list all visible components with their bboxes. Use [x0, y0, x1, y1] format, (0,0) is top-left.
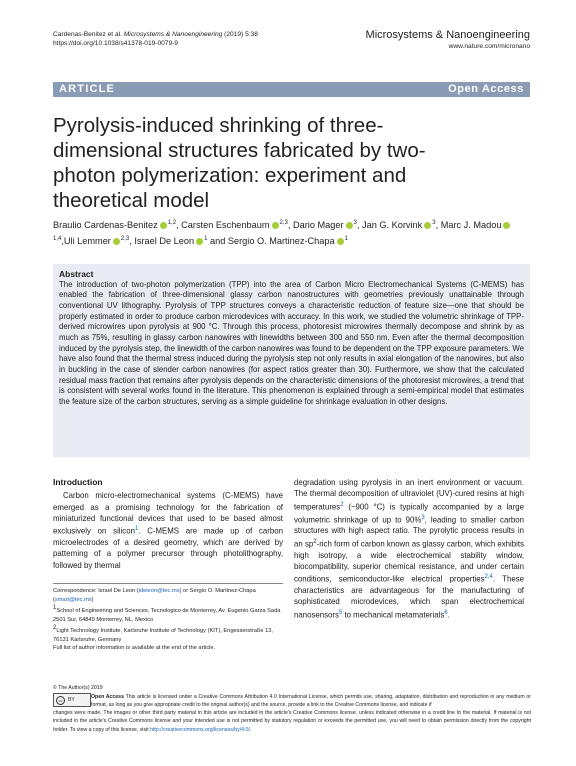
article-type-band	[53, 82, 530, 97]
abstract-text: The introduction of two-photon polymerization (TPP) into the area of Carbon Micro Electromechanical Systems (C-MEMS) has enabled the fabrication of three-dimensional glassy carbon nanostructures with geometries previously unattainable through conventional UV lithography. Pyrolysis of TPP structures conveys a characteristic reduction of feature size—one that should be properly estimated in order to produce carbon microdevices with accuracy. In this work, we studied the volumetric shrinkage of TPP-derived microwires upon pyrolysis at 900 °C. Through this process, photoresist microwires thermally decompose and shrink by as much as 75%, resulting in glassy carbon nanowires with linewidths between 300 and 550 nm. Even after the thermal decomposition induced by the pyrolysis step, the linewidth of the carbon nanowires was found to be dependent on the TPP exposure parameters. We have also found that the thermal stress induced during the pyrolysis step not only results in axial elongation of the nanowires, but also in buckling in the case of slender carbon nanowires (for aspect ratios greater than 30). Furthermore, we show that the calculated residual mass fraction that remains after pyrolysis depends on the characteristic dimensions of the photoresist microwires, a trend that is consistent with several works found in the literature. This phenomenon is explained through a semi-empirical model that estimates the feature size of the carbon structures, serving as a simple guideline for shrinkage evaluation in other designs.	[59, 279, 524, 406]
author-separator: ,	[176, 220, 182, 231]
body-text: , leading to smaller carbon structures with high aspect ratio. The pyrolytic process results in an sp	[294, 515, 525, 549]
intro-column-right	[294, 477, 524, 621]
aff-marker: 2	[53, 625, 57, 632]
citation-line	[53, 30, 258, 39]
full-author-info-note: Full list of author information is available at the end of the article.	[53, 645, 216, 652]
citation-journal: Microsystems & Nanoengineering	[123, 31, 223, 38]
aff-marker: 1	[53, 605, 57, 612]
doi-link[interactable]: https://doi.org/10.1038/s41378-019-0079-9	[53, 40, 179, 47]
body-text: degradation using pyrolysis in an inert environment or vacuum. The thermal decomposition of ultraviolet (UV)-cured resins at high temperatures	[294, 478, 524, 512]
body-text: to mechanical metamaterials	[342, 610, 445, 620]
license-end: .	[249, 726, 252, 733]
email-link-martinez[interactable]: smart@tec.mx	[54, 596, 92, 603]
open-access-lead: Open Access	[91, 694, 124, 700]
abstract-heading: Abstract	[59, 269, 94, 279]
citation-authors: Cardenas-Benitez et al.	[53, 31, 122, 38]
by-icon: BY	[68, 697, 75, 703]
orcid-icon[interactable]	[503, 222, 510, 229]
author-affiliation-sup: 3	[432, 220, 436, 226]
citation-volume: (2019) 5:38	[222, 31, 258, 38]
copyright-line: © The Author(s) 2019	[53, 685, 103, 691]
author-affiliation-sup: 2,3	[120, 235, 130, 242]
author[interactable]	[53, 220, 176, 230]
superscript: 2	[313, 538, 317, 545]
author-name: Uli Lemmer	[63, 235, 111, 246]
open-access-label: Open Access	[448, 83, 524, 95]
intro-text-a: Carbon micro-electromechanical systems (C-MEMS) have emerged as a promising technology for the fabrication of miniaturized functional devices that used to be based almost exclusively on silicon	[53, 491, 283, 536]
footnote-divider	[53, 583, 283, 584]
body-text: -rich form of carbon known as glassy carbon, which exhibits high isotropy, a wide electrochemical stability window, biocompatibility, superior chemical resistance, and under certain conditions, semiconductor-like electrical properties	[294, 539, 524, 584]
author-affiliation-sup: 1	[344, 235, 348, 242]
author[interactable]	[64, 236, 129, 246]
author[interactable]	[228, 236, 348, 246]
aff-text: Light Technology Institute, Karlsruhe Institute of Technology (KIT), Engesserstraße 13, 76131 Karlsruhe, Germany	[53, 628, 274, 643]
email-link-deleon[interactable]: ideleon@tec.mx	[138, 588, 180, 594]
orcid-icon[interactable]	[424, 222, 431, 229]
orcid-icon[interactable]	[196, 238, 203, 245]
author-name: Sergio O. Martinez-Chapa	[227, 235, 335, 246]
author-name: Marc J. Madou	[440, 220, 502, 231]
body-text: . These characteristics are advantageous for the manufacturing of sophisticated microdevices, which span electrochemical nanosensors	[294, 574, 524, 620]
author-separator: ,	[356, 220, 362, 231]
corr-text: ) or Sergio O. Martinez-Chapa (	[53, 588, 256, 603]
license-body: This article is licensed under a Creative Commons Attribution 4.0 International License, which permits use, sharing, adaptation, distribution and reproduction in any medium or format, as long as you give appropriate credit to the original author(s) and the source, provide a link to the Creative Commons license, and indicate if	[91, 694, 531, 709]
journal-url[interactable]: www.nature.com/micronano	[448, 43, 530, 50]
citation-ref[interactable]: 5	[338, 609, 343, 616]
citation-ref[interactable]: 2,4	[484, 574, 493, 581]
license-text	[91, 693, 531, 710]
cc-by-badge[interactable]	[53, 693, 91, 707]
abstract-box	[53, 264, 530, 457]
footnotes	[53, 587, 285, 653]
corr-text: Correspondence: Israel De Leon (	[53, 588, 139, 594]
author-name: Jan G. Korvink	[361, 220, 423, 231]
intro-heading: Introduction	[53, 477, 103, 487]
author-separator: ,	[287, 220, 293, 231]
author-separator: ,	[61, 235, 64, 246]
article-title: Pyrolysis-induced shrinking of three-dimensional structures fabricated by two-photon polymerization: experiment and theoretical model	[53, 114, 426, 212]
running-header	[53, 30, 258, 48]
affiliation-1	[53, 604, 285, 624]
author-separator: ,	[129, 235, 135, 246]
corr-text: )	[91, 596, 94, 603]
author-separator: and	[207, 235, 228, 246]
orcid-icon[interactable]	[113, 238, 120, 245]
article-type-label: ARTICLE	[59, 83, 116, 95]
author[interactable]	[181, 220, 288, 230]
orcid-icon[interactable]	[337, 238, 344, 245]
author-affiliation-sup: 1,4	[53, 235, 62, 242]
citation-ref[interactable]: 6	[444, 609, 448, 616]
author-name: Israel De Leon	[134, 235, 195, 246]
intro-paragraph	[53, 490, 283, 571]
affiliation-2	[53, 624, 285, 644]
author-name: Braulio Cardenas-Benitez	[53, 220, 158, 231]
citation-ref[interactable]: 3	[421, 514, 425, 521]
journal-name: Microsystems & Nanoengineering	[365, 29, 530, 41]
author-affiliation-sup: 1	[204, 235, 208, 242]
aff-text: School of Engineering and Sciences, Tecnologico de Monterrey, Av. Eugenio Garza Sada 2501 Sur, 64849 Monterrey, NL, Mexico	[53, 608, 281, 623]
license-text-continued	[53, 709, 531, 734]
body-text: .	[447, 610, 450, 620]
orcid-icon[interactable]	[346, 222, 353, 229]
license-rest: changes were made. The images or other third party material in this article are included in the article's Creative Commons license, unless indicated otherwise in a credit line to the material. If material is not included in the article's Creative Commons license and your intended use is not permitted by statutory regulation or exceeds the permitted use, you will need to obtain permission directly from the copyright holder. To view a copy of this license, visit	[53, 710, 531, 733]
cc-icon: cc	[56, 696, 65, 705]
citation-ref[interactable]: 2	[340, 501, 344, 508]
license-link[interactable]: http://creativecommons.org/licenses/by/4.0/	[150, 726, 250, 733]
journal-masthead	[366, 29, 530, 51]
intro-text-b: . C-MEMS are made up of carbon microelectrodes of a desired geometry, which are derived by patterning of a polymer precursor through photolithography, followed by thermal	[53, 526, 283, 570]
orcid-icon[interactable]	[272, 222, 279, 229]
author[interactable]	[293, 220, 357, 230]
author-list	[53, 217, 523, 248]
citation-ref[interactable]: 1	[134, 526, 139, 533]
author[interactable]	[134, 236, 207, 246]
intro-paragraph-continued	[294, 477, 524, 621]
intro-column-left	[53, 477, 283, 571]
author-separator: ,	[435, 220, 441, 231]
author-affiliation-sup: 2,3	[279, 220, 288, 226]
author[interactable]	[362, 220, 436, 230]
correspondence	[53, 587, 285, 604]
orcid-icon[interactable]	[160, 222, 167, 229]
body-text: (~900 °C) is typically accompanied by a large volumetric shrinkage of up to 90%	[294, 502, 524, 525]
author-affiliation-sup: 1,2	[167, 220, 177, 226]
author-affiliation-sup: 3	[353, 220, 357, 226]
author-name: Dario Mager	[292, 220, 344, 231]
author-name: Carsten Eschenbaum	[181, 220, 270, 231]
